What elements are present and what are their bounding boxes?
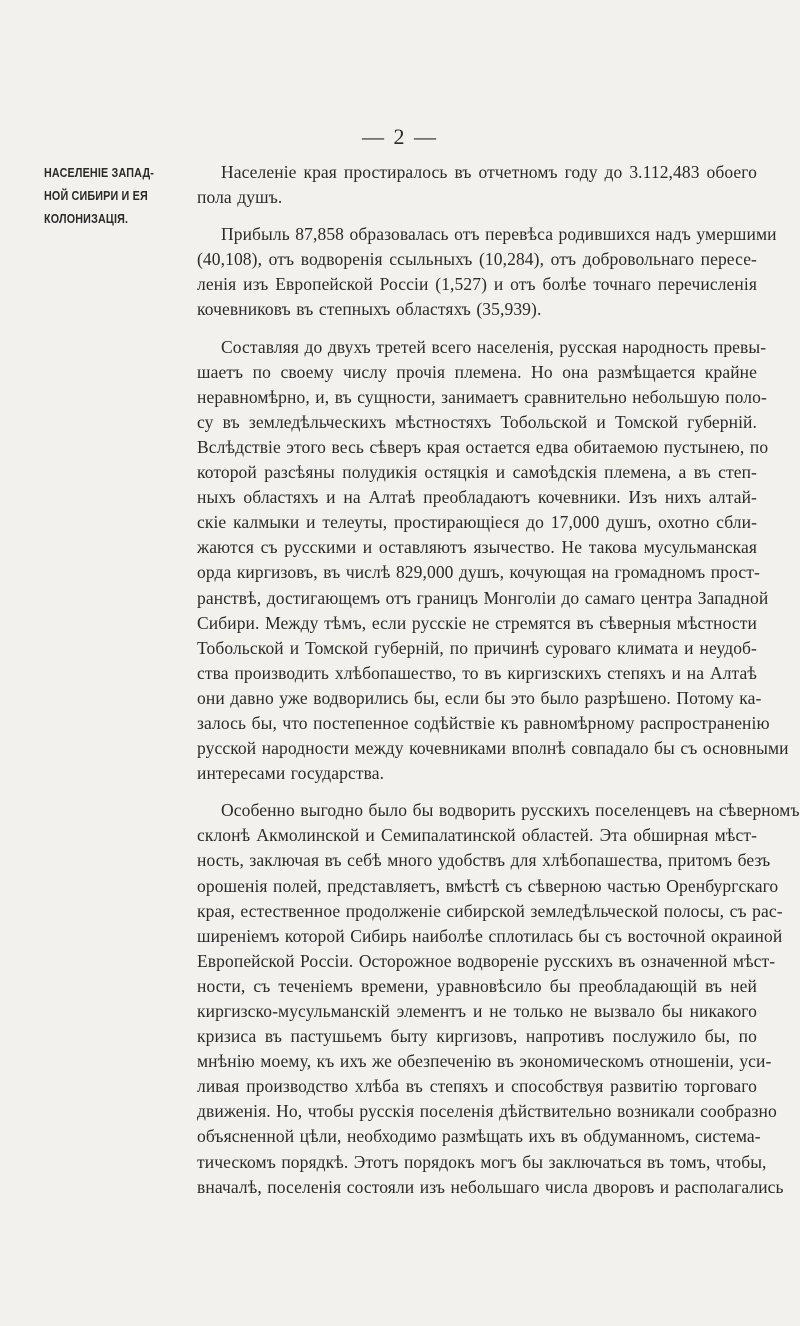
body-text bbox=[197, 160, 800, 1200]
text-line: шаетъ по своему числу прочія племена. Но она размѣщается крайне bbox=[197, 361, 757, 382]
text-line: ныхъ областяхъ и на Алтаѣ преобладаютъ кочевники. Изъ нихъ алтай- bbox=[197, 487, 757, 508]
text-line: жаются съ русскими и оставляютъ язычество. Не такова мусульманская bbox=[197, 537, 757, 558]
text-line: объясненной цѣли, необходимо размѣщать ихъ въ обдуманномъ, система- bbox=[197, 1126, 761, 1147]
text-line: Тобольской и Томской губерній, по причинѣ суроваго климата и неудоб- bbox=[197, 637, 757, 658]
text-line: Сибири. Между тѣмъ, если русскіе не стремятся въ сѣверныя мѣстности bbox=[197, 612, 757, 633]
paragraph-growth bbox=[197, 222, 777, 322]
text-line: ности, съ теченіемъ времени, уравновѣсило бы преобладающій въ ней bbox=[197, 975, 757, 996]
text-line: пола душъ. bbox=[197, 187, 283, 208]
text-line: склонѣ Акмолинской и Семипалатинской областей. Эта обширная мѣст- bbox=[197, 825, 757, 846]
text-line: Европейской Россіи. Осторожное водвореніе русскихъ въ означенной мѣст- bbox=[197, 950, 776, 971]
paragraph-settlement bbox=[197, 798, 800, 1200]
margin-heading bbox=[44, 162, 164, 231]
text-line: русской народности между кочевниками вполнѣ совпадало бы съ основными bbox=[197, 738, 789, 759]
text-line: они давно уже водворились бы, если бы это было разрѣшено. Потому ка- bbox=[197, 687, 762, 708]
text-line: скіе калмыки и телеуты, простирающіеся до 17,000 душъ, охотно сбли- bbox=[197, 512, 757, 533]
text-line: орда киргизовъ, въ числѣ 829,000 душъ, кочующая на громадномъ прост- bbox=[197, 562, 760, 583]
text-line: края, естественное продолженіе сибирской земледѣльческой полосы, съ рас- bbox=[197, 900, 783, 921]
text-line: ность, заключая въ себѣ много удобствъ для хлѣбопашества, притомъ безъ bbox=[197, 850, 771, 871]
text-line: Населеніе края простиралось въ отчетномъ году до 3.112,483 обоего bbox=[221, 162, 757, 182]
text-line: тическомъ порядкѣ. Этотъ порядокъ могъ бы заключаться въ томъ, чтобы, bbox=[197, 1151, 767, 1172]
text-line: которой разсѣяны полудикія остяцкія и самоѣдскія племена, а въ степ- bbox=[197, 462, 757, 483]
text-line: ства производить хлѣбопашество, то въ киргизскихъ степяхъ и на Алтаѣ bbox=[197, 662, 757, 683]
text-line: неравномѣрно, и, въ сущности, занимаетъ сравнительно небольшую поло- bbox=[197, 386, 767, 407]
text-line: движенія. Но, чтобы русскія поселенія дѣйствительно возникали сообразно bbox=[197, 1101, 777, 1122]
text-line: кочевниковъ въ степныхъ областяхъ (35,939). bbox=[197, 299, 542, 320]
text-line: интересами государства. bbox=[197, 763, 385, 784]
paragraph-nationality bbox=[197, 335, 789, 787]
margin-heading-line: КОЛОНИЗАЦІЯ. bbox=[44, 212, 129, 226]
text-line: (40,108), отъ водворенія ссыльныхъ (10,284), отъ добровольнаго пересе- bbox=[197, 249, 757, 270]
text-line: залось бы, что постепенное содѣйствіе къ равномѣрному распространенію bbox=[197, 712, 770, 733]
paragraph-population bbox=[197, 160, 757, 210]
text-line: ранствѣ, достигающемъ отъ границъ Монголіи до самаго центра Западной bbox=[197, 587, 769, 608]
text-line: киргизско-мусульманскій элементъ и не только не вызвало бы никакого bbox=[197, 1001, 757, 1021]
text-line: Особенно выгодно было бы водворить русскихъ поселенцевъ на сѣверномъ bbox=[221, 800, 800, 821]
text-line: кризиса въ пастушьемъ быту киргизовъ, напротивъ послужило бы, по bbox=[197, 1026, 757, 1047]
text-line: мнѣнію моему, къ ихъ же обезпеченію въ экономическомъ отношеніи, уси- bbox=[197, 1051, 772, 1072]
text-line: ленія изъ Европейской Россіи (1,527) и отъ болѣе точнаго перечисленія bbox=[197, 274, 757, 295]
page-number: — 2 — bbox=[362, 124, 438, 149]
margin-heading-line: НАСЕЛЕНІЕ ЗАПАД- bbox=[44, 166, 155, 180]
text-line: ширеніемъ которой Сибирь наиболѣе сплотилась бы съ восточной окраиной bbox=[197, 925, 783, 946]
text-line: вначалѣ, поселенія состояли изъ небольшаго числа дворовъ и располагались bbox=[197, 1176, 784, 1197]
text-line: Составляя до двухъ третей всего населенія, русская народность превы- bbox=[221, 336, 767, 357]
text-line: ливая производство хлѣба въ степяхъ и способствуя развитію торговаго bbox=[197, 1076, 757, 1097]
margin-heading-line: НОЙ СИБИРИ И ЕЯ bbox=[44, 189, 148, 203]
text-line: су въ земледѣльческихъ мѣстностяхъ Тобольской и Томской губерній. bbox=[197, 411, 757, 432]
text-line: Прибыль 87,858 образовалась отъ перевѣса родившихся надъ умершими bbox=[221, 224, 777, 245]
text-line: Вслѣдствіе этого весь сѣверъ края остается едва обитаемою пустынею, по bbox=[197, 436, 769, 457]
text-line: орошенія полей, представляетъ, вмѣстѣ съ сѣверною частью Оренбургскаго bbox=[197, 875, 779, 896]
